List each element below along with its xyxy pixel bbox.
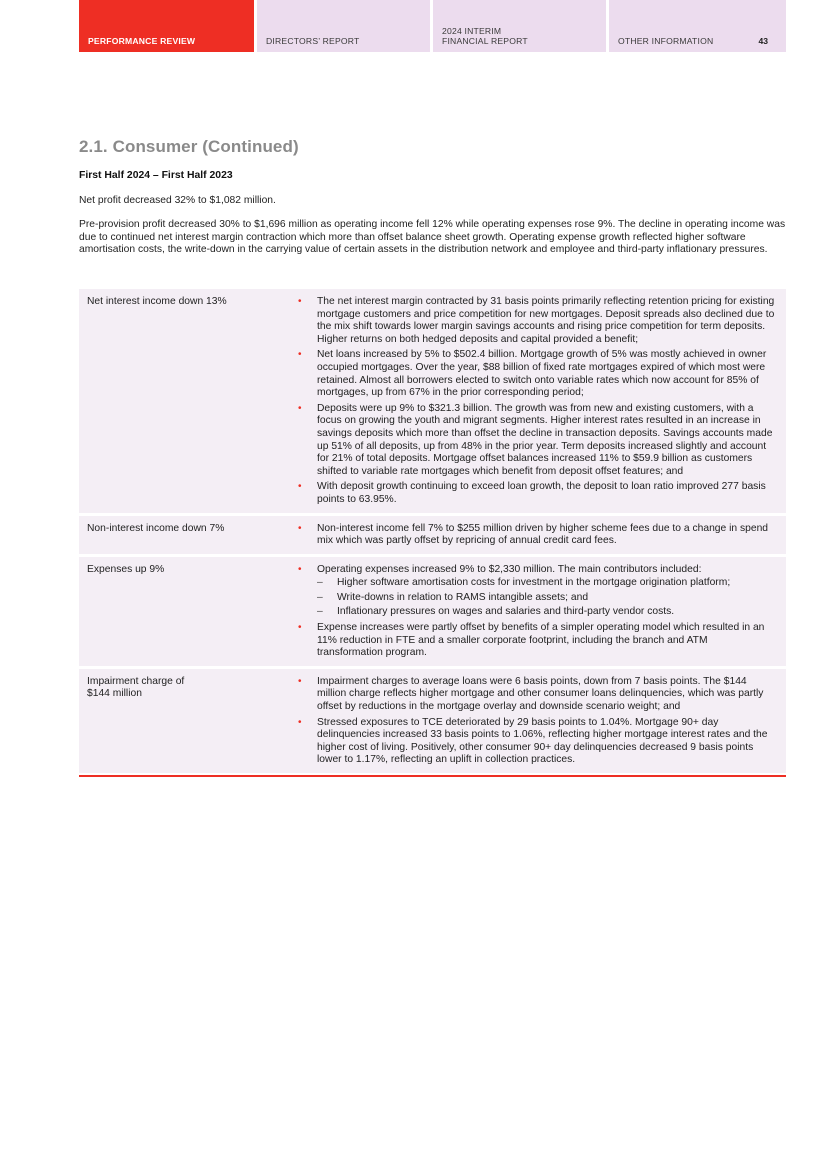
bullet-list	[291, 523, 776, 548]
sub-list	[317, 577, 776, 619]
dash-icon: –	[317, 591, 323, 603]
bullet-icon: •	[298, 481, 302, 493]
sub-list-item	[317, 592, 776, 605]
bullet-icon: •	[298, 402, 302, 414]
list-item	[291, 403, 776, 479]
list-item	[291, 622, 776, 660]
tab-label-line-1: 2024 INTERIM	[442, 26, 502, 36]
bullet-text: Operating expenses increased 9% to $2,330 million. The main contributors included:	[317, 563, 702, 575]
list-item	[291, 349, 776, 399]
bullet-icon: •	[298, 716, 302, 728]
tab-interim-financial-report-label	[442, 26, 528, 46]
top-navigation	[79, 0, 786, 52]
row-content	[291, 523, 786, 548]
row-label: Expenses up 9%	[87, 563, 165, 575]
intro-paragraph-2: Pre-provision profit decreased 30% to $1,696 million as operating income fell 12% while operating expenses rose 9%. The decline in operating income was due to continued net interest margin contraction which more than offset balance sheet growth. Operating expense growth reflected higher software amortisation costs, the write-down in the carrying value of certain assets in the distribution network and employee and third-party inflationary pressures.	[79, 219, 786, 256]
bullet-text: Stressed exposures to TCE deteriorated by 29 basis points to 1.04%. Mortgage 90+ day delinquencies increased 33 basis points to 1.06%, reflecting higher mortgage interest rates and the higher cost of living. Positively, other consumer 90+ day delinquencies decreased 9 basis points lower to 1.17%, reflecting an uplift in collection practices.	[317, 716, 768, 766]
tab-directors-report-label: DIRECTORS’ REPORT	[266, 36, 360, 46]
bullet-list	[291, 296, 776, 507]
dash-icon: –	[317, 577, 323, 589]
bullet-icon: •	[298, 349, 302, 361]
sub-item-text: Higher software amortisation costs for investment in the mortgage origination platform;	[337, 577, 731, 589]
list-item	[291, 523, 776, 548]
dash-icon: –	[317, 606, 323, 618]
table-bottom-rule	[79, 775, 786, 777]
table-row-non-interest-income	[79, 516, 786, 554]
sub-item-text: Write-downs in relation to RAMS intangible assets; and	[337, 591, 589, 603]
bullet-text: The net interest margin contracted by 31 basis points primarily reflecting retention pricing for existing mortgage customers and price competition for new mortgages. Deposit spreads also declined due to the mix shift towards lower margin savings accounts and rising price competition for term deposits. Higher returns on both hedged deposits and capital provided a benefit;	[317, 296, 775, 345]
bullet-text: Impairment charges to average loans were 6 basis points, down from 7 basis points. The $144 million charge reflects higher mortgage and other consumer loans delinquencies, which was partly offset by reductions in the mortgage overlay and downside scenario weight; and	[317, 675, 764, 713]
page-number: 43	[758, 36, 768, 46]
results-table	[79, 289, 786, 777]
bullet-text: Expense increases were partly offset by benefits of a simpler operating model which resulted in an 11% reduction in FTE and a smaller corporate footprint, including the branch and ATM transformation program.	[317, 622, 765, 659]
row-content	[291, 564, 786, 660]
period-subheading: First Half 2024 – First Half 2023	[79, 170, 233, 181]
bullet-icon: •	[298, 622, 302, 634]
row-label-line-2: $144 million	[87, 688, 142, 700]
list-item	[291, 564, 776, 619]
bullet-text: Deposits were up 9% to $321.3 billion. The growth was from new and existing customers, with a focus on growing the youth and migrant segments. Higher interest rates resulted in an increase in savings deposits which more than offset the decline in transaction deposits. Savings accounts made up 51% of all deposits, up from 48% in the prior year. Term deposits increased slightly and account for 21% of total deposits. Mortgage offset balances increased 11% to $59.9 billion as customers shifted to variable rate mortgages which benefit from deposit offset features; and	[317, 402, 773, 477]
bullet-list	[291, 676, 776, 767]
tab-other-information-label: OTHER INFORMATION	[618, 36, 714, 46]
sub-list-item	[317, 577, 776, 590]
tab-directors-report[interactable]	[257, 0, 430, 52]
tab-performance-review-label: PERFORMANCE REVIEW	[88, 36, 196, 46]
list-item	[291, 296, 776, 346]
list-item	[291, 717, 776, 767]
bullet-text: Non-interest income fell 7% to $255 million driven by higher scheme fees due to a change in spend mix which was partly offset by repricing of annual credit card fees.	[317, 522, 769, 547]
table-row-impairment-charge	[79, 669, 786, 773]
bullet-icon: •	[298, 296, 302, 307]
bullet-list	[291, 564, 776, 660]
row-content	[291, 296, 786, 507]
list-item	[291, 481, 776, 506]
table-row-net-interest-income	[79, 289, 786, 513]
intro-paragraph-1: Net profit decreased 32% to $1,082 million.	[79, 195, 276, 206]
list-item	[291, 676, 776, 714]
bullet-icon: •	[298, 563, 302, 575]
row-label-line-1: Impairment charge of	[87, 675, 185, 687]
row-label	[79, 676, 291, 767]
tab-interim-financial-report[interactable]	[433, 0, 606, 52]
row-content	[291, 676, 786, 767]
row-label: Non-interest income down 7%	[87, 522, 225, 534]
tab-label-line-2: FINANCIAL REPORT	[442, 36, 528, 46]
tab-other-information[interactable]	[609, 0, 786, 52]
sub-list-item	[317, 606, 776, 619]
sub-item-text: Inflationary pressures on wages and salaries and third-party vendor costs.	[337, 606, 675, 618]
bullet-icon: •	[298, 522, 302, 534]
bullet-text: With deposit growth continuing to exceed loan growth, the deposit to loan ratio improved 277 basis points to 63.95%.	[317, 481, 766, 505]
row-label: Net interest income down 13%	[87, 296, 227, 307]
section-title: 2.1. Consumer (Continued)	[79, 137, 299, 156]
tab-performance-review[interactable]	[79, 0, 254, 52]
table-row-expenses	[79, 557, 786, 666]
bullet-text: Net loans increased by 5% to $502.4 billion. Mortgage growth of 5% was mostly achieved in owner occupied mortgages. Over the year, $88 billion of fixed rate mortgages expired of which most were retained. Almost all borrowers elected to switch onto variable rates which now account for 85% of mortgages, up from 67% in the prior corresponding period;	[317, 349, 767, 399]
bullet-icon: •	[298, 675, 302, 687]
